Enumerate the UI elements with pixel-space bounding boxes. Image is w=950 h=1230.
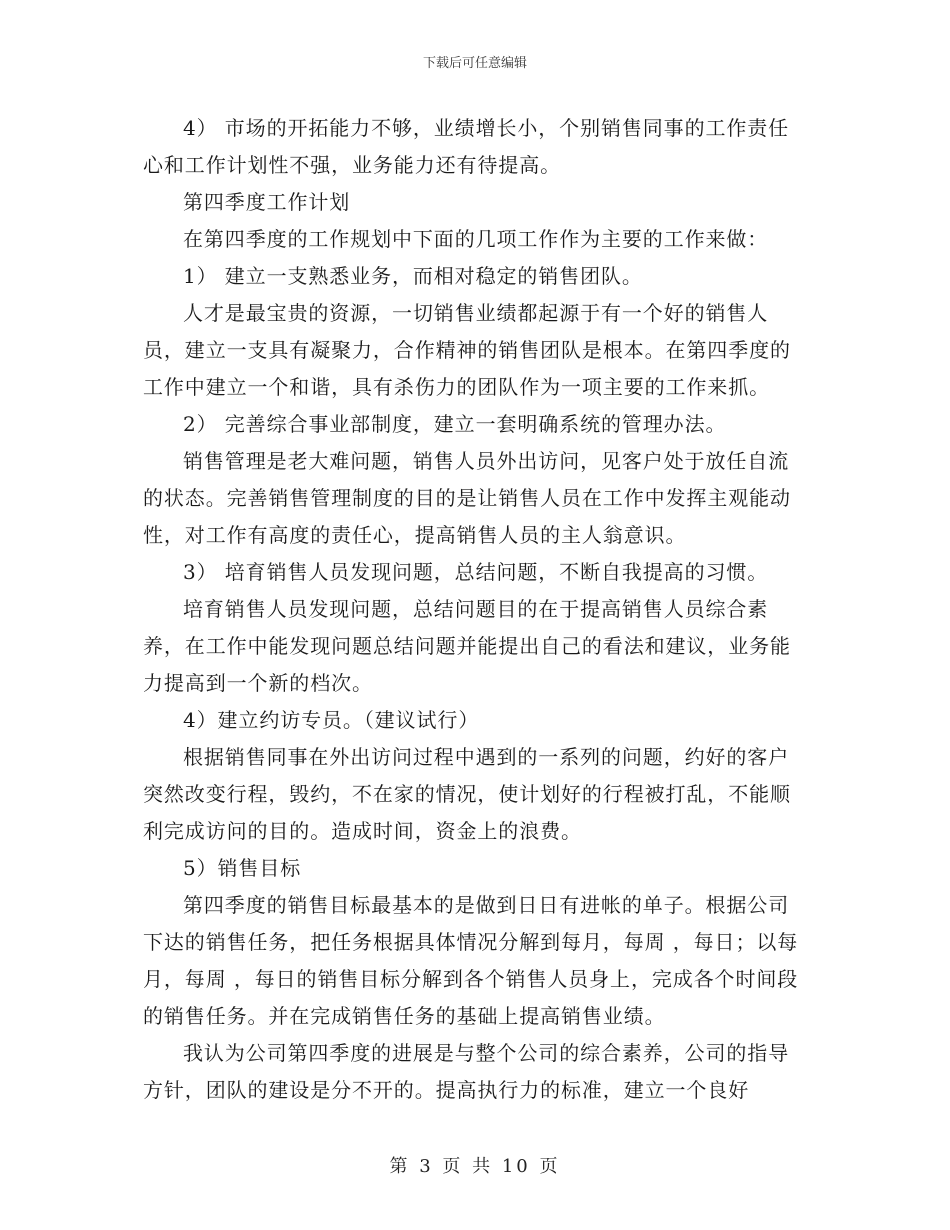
list-item-heading: 4）建立约访专员。（建议试行） [183,708,480,732]
list-item-heading: 3） 培育销售人员发现问题，总结问题，不断自我提高的习惯。 [183,560,769,584]
section-heading: 第四季度工作计划 [183,190,351,214]
paragraph: 第四季度的销售目标最基本的是做到日日有进帐的单子。根据公司下达的销售任务，把任务根据具体情况分解到每月，每周 ，每日；以每月，每周 ，每日的销售目标分解到各个销售人员身上，完成各个时间段的销售任务。并在完成销售任务的基础上提高销售业绩。 [143,893,799,1028]
paragraph: 销售管理是老大难问题，销售人员外出访问，见客户处于放任自流的状态。完善销售管理制度的目的是让销售人员在工作中发挥主观能动性，对工作有高度的责任心，提高销售人员的主人翁意识。 [143,449,791,547]
page-number: 第 3 页 共 10 页 [389,1156,561,1177]
list-item-heading: 5）销售目标 [183,856,302,880]
page-header: 下载后可任意编辑 [422,56,527,71]
paragraph: 培育销售人员发现问题，总结问题目的在于提高销售人员综合素养，在工作中能发现问题总结问题并能提出自己的看法和建议，业务能力提高到一个新的档次。 [143,597,791,695]
list-item-heading: 1） 建立一支熟悉业务，而相对稳定的销售团队。 [183,264,643,288]
paragraph: 在第四季度的工作规划中下面的几项工作作为主要的工作来做： [183,227,769,251]
paragraph: 人才是最宝贵的资源，一切销售业绩都起源于有一个好的销售人员，建立一支具有凝聚力，合作精神的销售团队是根本。在第四季度的工作中建立一个和谐，具有杀伤力的团队作为一项主要的工作来抓。 [143,301,791,399]
list-item-heading: 2） 完善综合事业部制度，建立一套明确系统的管理办法。 [183,412,727,436]
document-body [143,110,803,1109]
paragraph: 根据销售同事在外出访问过程中遇到的一系列的问题，约好的客户突然改变行程，毁约，不在家的情况，使计划好的行程被打乱，不能顺利完成访问的目的。造成时间，资金上的浪费。 [143,745,791,843]
paragraph: 我认为公司第四季度的进展是与整个公司的综合素养，公司的指导方针，团队的建设是分不开的。提高执行力的标准，建立一个良好 [143,1041,790,1102]
paragraph: 4） 市场的开拓能力不够，业绩增长小，个别销售同事的工作责任心和工作计划性不强，业务能力还有待提高。 [143,116,790,177]
